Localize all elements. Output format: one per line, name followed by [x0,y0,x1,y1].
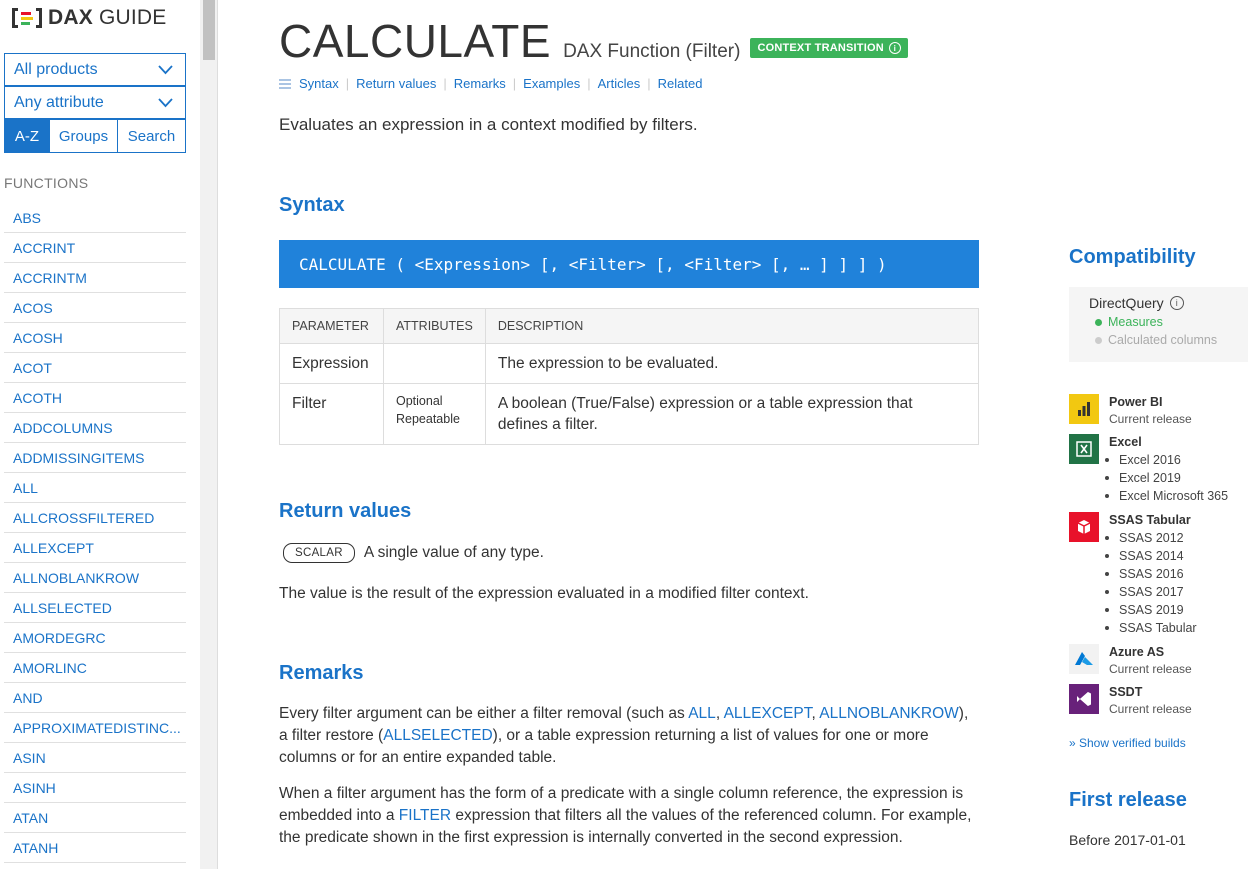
remarks-paragraph: When a filter argument has the form of a predicate with a single column reference, the expression is embedded into a FILTER expression that filters all the values of the referenced column. For example, the predicate shown in the first expression is internally converted in the second expression. [279,785,972,846]
directquery-title: DirectQuery i [1089,295,1248,311]
product-ssdt: SSDT Current release [1069,684,1192,718]
list-item: SSAS 2016 [1099,565,1197,583]
product-select[interactable] [4,53,186,86]
mode-az-button[interactable]: A-Z [5,120,50,152]
function-item[interactable]: ALLCROSSFILTERED [4,503,186,533]
table-row [280,344,979,384]
function-item[interactable]: ADDCOLUMNS [4,413,186,443]
link-allnoblankrow[interactable]: ALLNOBLANKROW [819,705,959,722]
ssas-versions [1109,529,1197,637]
syntax-code: CALCULATE ( <Expression> [, <Filter> [, <Filter> [, … ] ] ] ) [279,240,979,288]
attribute-select[interactable] [4,86,186,119]
first-release-heading: First release [1069,789,1187,811]
function-item[interactable]: ATAN [4,803,186,833]
link-all[interactable]: ALL [688,705,716,722]
show-verified-builds-link[interactable]: » Show verified builds [1069,736,1186,750]
function-item[interactable]: ACCRINT [4,233,186,263]
function-item[interactable]: AMORDEGRC [4,623,186,653]
attribute-select-value: Any attribute [14,93,104,111]
table-of-contents [279,76,702,91]
list-item: SSAS 2014 [1099,547,1197,565]
function-item[interactable]: AMORLINC [4,653,186,683]
power-bi-icon [1069,394,1099,424]
function-item[interactable]: ACOTH [4,383,186,413]
return-type-row [283,543,544,563]
title-row [279,14,908,68]
view-mode-bar [4,119,186,153]
product-power-bi: Power BI Current release [1069,394,1192,428]
separator: | [512,76,517,91]
function-item[interactable]: ADDMISSINGITEMS [4,443,186,473]
return-values-heading: Return values [279,500,412,522]
toc-remarks-link[interactable]: Remarks [453,76,506,91]
param-description: A boolean (True/False) expression or a table expression that defines a filter. [485,384,978,445]
function-item[interactable]: ASIN [4,743,186,773]
param-name: Filter [280,384,384,445]
logo[interactable] [12,4,167,32]
product-azure-as: Azure AS Current release [1069,644,1192,678]
list-item: SSAS 2019 [1099,601,1197,619]
product-select-value: All products [14,60,98,78]
remarks-paragraph: Every filter argument can be either a filter removal (such as ALL, ALLEXCEPT, ALLNOBLANKROW), a filter restore (ALLSELECTED), or a table expression returning a list of values for one or more columns or for an entire expanded table. [279,705,969,766]
function-item[interactable]: AND [4,683,186,713]
ssas-icon [1069,512,1099,542]
excel-icon [1069,434,1099,464]
visual-studio-icon [1069,684,1099,714]
separator: | [587,76,591,91]
remarks-heading: Remarks [279,662,364,684]
separator: | [443,76,447,91]
info-icon: i [889,42,901,54]
directquery-calculated-columns: Calculated columns [1089,333,1248,347]
function-item[interactable]: ATANH [4,833,186,863]
toc-syntax-link[interactable]: Syntax [299,76,339,91]
toc-related-link[interactable]: Related [657,76,703,91]
list-item: Excel 2019 [1099,469,1228,487]
product-excel: Excel Excel 2016 Excel 2019 Excel Microsoft 365 [1069,434,1228,505]
mode-search-button[interactable]: Search [127,127,176,145]
separator: | [345,76,350,91]
attr-optional: Optional [396,394,443,408]
sidebar-scrollbar[interactable] [200,0,218,869]
page-subtitle: DAX Function (Filter) [563,41,741,62]
badge-label: CONTEXT TRANSITION [757,42,884,54]
column-header: DESCRIPTION [485,309,978,344]
param-attributes [384,344,486,384]
function-item[interactable]: ALLNOBLANKROW [4,563,186,593]
chevron-down-icon [145,98,185,108]
attr-repeatable: Repeatable [396,412,460,426]
context-transition-badge[interactable] [750,38,907,58]
link-allexcept[interactable]: ALLEXCEPT [723,705,812,722]
scrollbar-thumb[interactable] [203,0,215,60]
return-description: The value is the result of the expression evaluated in a modified filter context. [279,585,809,602]
directquery-box [1069,287,1248,362]
chevron-down-icon [145,65,185,75]
link-allselected[interactable]: ALLSELECTED [383,727,493,744]
function-item[interactable]: ABS [4,203,186,233]
function-item[interactable]: ACOSH [4,323,186,353]
column-header: ATTRIBUTES [384,309,486,344]
function-item[interactable]: APPROXIMATEDISTINC... [4,713,186,743]
list-item: SSAS 2017 [1099,583,1197,601]
toc-return-values-link[interactable]: Return values [356,76,437,91]
status-dot-icon [1095,319,1102,326]
table-row [280,384,979,445]
info-icon[interactable]: i [1170,296,1184,310]
function-list [4,203,186,863]
param-description: The expression to be evaluated. [485,344,978,384]
status-dot-icon [1095,337,1102,344]
function-item[interactable]: ACOS [4,293,186,323]
function-item[interactable]: ALLSELECTED [4,593,186,623]
parameters-table [279,308,979,445]
function-item[interactable]: ACOT [4,353,186,383]
link-filter[interactable]: FILTER [398,807,452,824]
sidebar [0,0,200,869]
return-type-description: A single value of any type. [363,544,544,561]
toc-examples-link[interactable]: Examples [523,76,581,91]
mode-groups-button[interactable]: Groups [50,120,118,152]
scalar-badge[interactable]: SCALAR [283,543,355,563]
directquery-measures: Measures [1089,315,1248,329]
function-summary: Evaluates an expression in a context modified by filters. [279,115,698,134]
compatibility-heading: Compatibility [1069,246,1196,268]
function-item[interactable]: ASINH [4,773,186,803]
column-header: PARAMETER [280,309,384,344]
function-item[interactable]: ACCRINTM [4,263,186,293]
toc-articles-link[interactable]: Articles [597,76,641,91]
logo-icon [12,6,42,30]
param-name: Expression [280,344,384,384]
logo-text: DAX GUIDE [48,6,167,29]
param-attributes [384,384,486,445]
page-title: CALCULATE [279,15,552,67]
syntax-heading: Syntax [279,194,345,216]
azure-icon [1069,644,1099,674]
first-release-value: Before 2017-01-01 [1069,832,1186,848]
function-item[interactable]: ALL [4,473,186,503]
function-item[interactable]: ALLEXCEPT [4,533,186,563]
list-item: Excel 2016 [1099,451,1228,469]
list-item: SSAS 2012 [1099,529,1197,547]
functions-heading: FUNCTIONS [4,175,89,191]
menu-icon [279,77,291,91]
list-item: Excel Microsoft 365 [1099,487,1228,505]
list-item: SSAS Tabular [1099,619,1197,637]
separator: | [647,76,651,91]
product-ssas-tabular: SSAS Tabular SSAS 2012 SSAS 2014 SSAS 2016 SSAS 2017 SSAS 2019 SSAS Tabular [1069,512,1197,637]
excel-versions [1109,451,1228,505]
